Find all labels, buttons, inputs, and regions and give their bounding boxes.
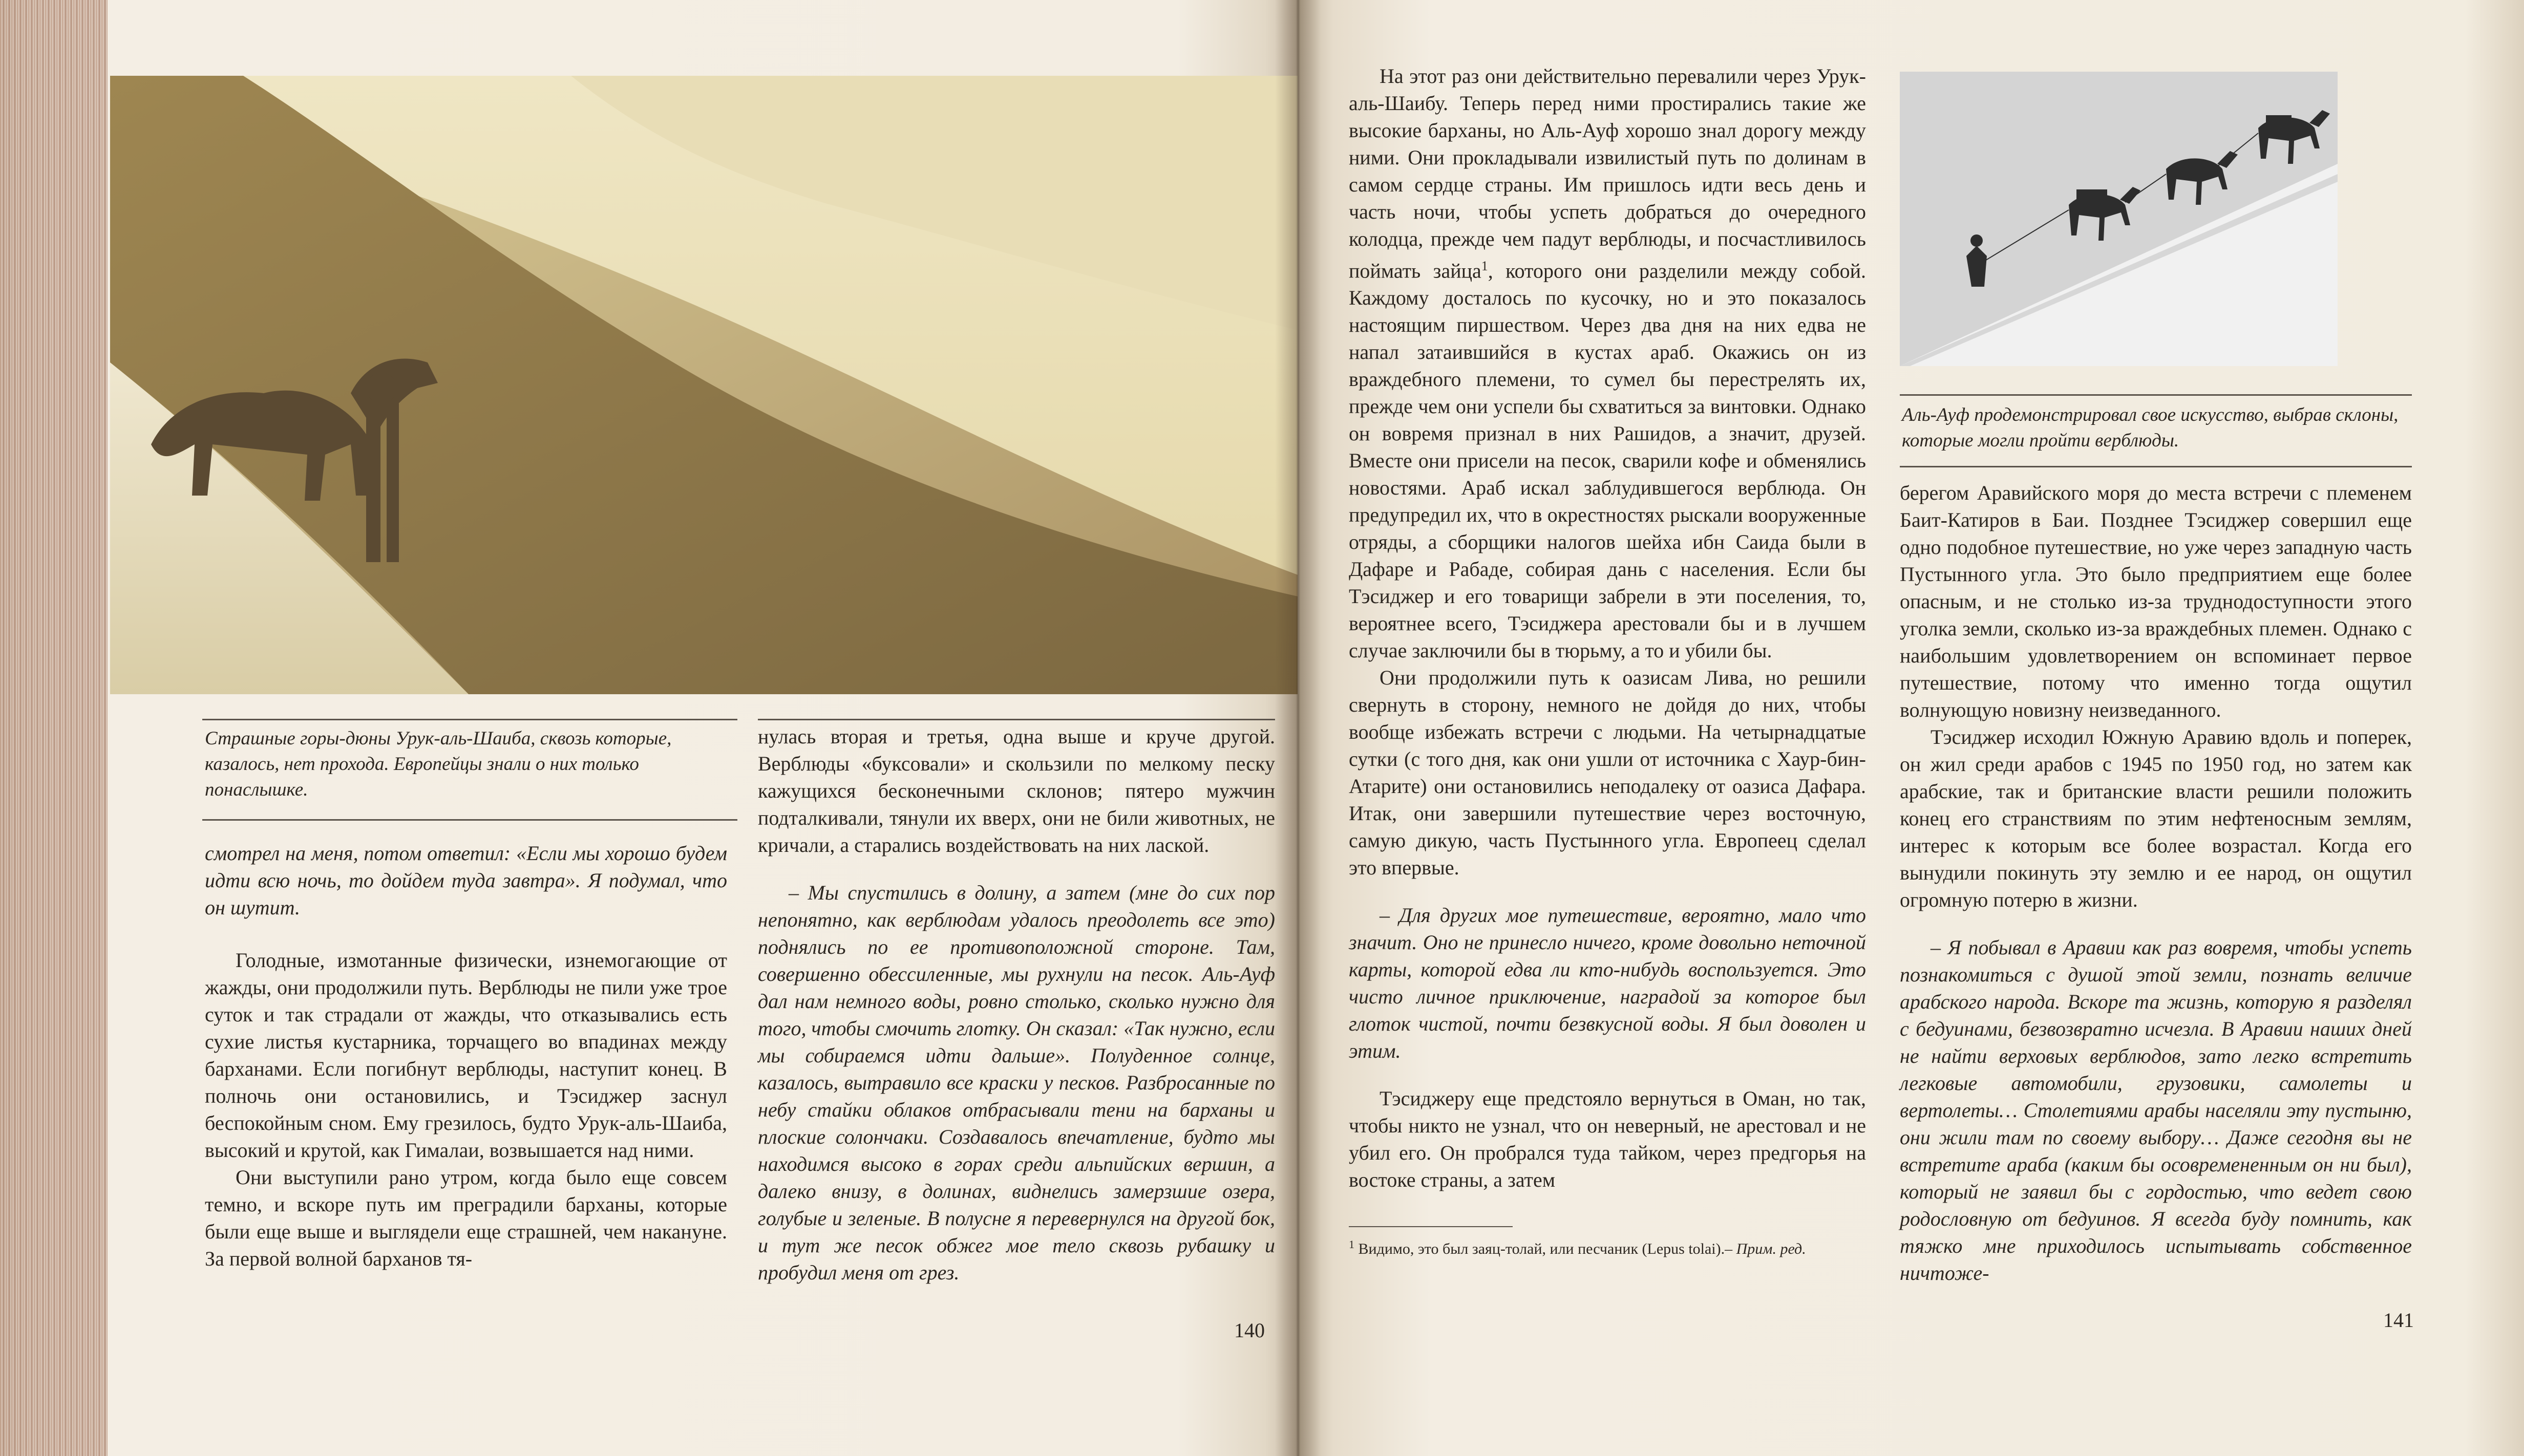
desert-dunes-camel-photo xyxy=(110,76,1298,694)
text-column-1 xyxy=(1349,62,1866,1193)
camel-caravan-photo-drawing xyxy=(1900,72,2338,366)
footnote-mark: 1 xyxy=(1481,259,1488,273)
paragraph: Они выступили рано утром, когда было еще совсем темно, и вскоре путь им преградили барханы, которые были еще выше и выглядели еще страшней, чем накануне. За первой волной барханов тя- xyxy=(205,1166,727,1270)
column-rule xyxy=(758,719,1275,720)
paragraph: берегом Аравийского моря до места встречи с племенем Баит-Катиров в Баи. Позднее Тэсиджер совершил еще одно подобное путешествие, но уже через западную часть Пустынного угла. Это было предприятием еще более опасным, и не столько из-за труднодоступности этого уголка земли, сколько из-за враждебных племен. Однако с наибольшим удовлетворением он вспоминает первое путешествие, потому что именно тогда ощутил волнующую новизну неизведанного. xyxy=(1900,481,2412,721)
page-edges xyxy=(0,0,108,1456)
paragraph: нулась вторая и третья, одна выше и круче другой. Верблюды «буксовали» и скользили по мелкому песку кажущихся бесконечными склонов; пятеро мужчин подталкивали, тянули их вверх, они не били животных, не кричали, а старались воздействовать на них лаской. xyxy=(758,725,1275,857)
caption-rule-bottom xyxy=(1900,466,2412,467)
paragraph: Тэсиджер исходил Южную Аравию вдоль и поперек, он жил среди арабов с 1945 по 1950 год, но затем как арабские, так и британские власти решили положить конец его странствиям по этим нефтеносным землям, интерес к которым все более возрастал. Когда его вынудили покинуть эту землю и ее народ, он ощутил огромную потерю в жизни. xyxy=(1900,725,2412,911)
paragraph-text: , которого они разделили между собой. Каждому досталось по кусочку, но и это показалось настоящим пиршеством. Через два дня на них едва не напал затаившийся в кустах араб. Окажись он из враждебного племени, то сумел бы перестрелять их, прежде чем они успели бы схватиться за винтовки. Однако он вовремя признал в них Рашидов, а значит, друзей. Вместе они присели на песок, сварили кофе и обменялись новостями. Араб искал заблудившегося верблюда. Он предупредил их, что в окрестностях рыскали вооруженные отряды, а сборщики налогов шейха ибн Саида были в Дафаре и Рабаде, собирая дань с населения. Если бы Тэсиджер и его товарищи забрели в эти поселения, то, вероятнее всего, Тэсиджера арестовали бы и в лучшем случае заключили бы в тюрьму, а то и убили бы. xyxy=(1349,259,1866,662)
paragraph: Они продолжили путь к оазисам Лива, но решили свернуть в сторону, немного не дойдя до них, чтобы вообще избежать встречи с людьми. На четырнадцатые сутки (с того дня, как они ушли от источника с Хаур-бин-Атарите) они остановились неподалеку от оазиса Дафара. Итак, они завершили путешествие через восточную, самую дикую, часть Пустынного угла. Европеец сделал это впервые. xyxy=(1349,666,1866,880)
footnote-text: Видимо, это был заяц-толай, или песчаник (Lepus tolai).– xyxy=(1358,1240,1733,1257)
right-page xyxy=(1298,0,2524,1456)
editor-note: Прим. ред. xyxy=(1736,1240,1806,1257)
paragraph: Тэсиджеру еще предстояло вернуться в Оман, но так, чтобы никто не узнал, что он неверный, не арестовал и не убил его. Он пробрался туда тайком, через предгорья на востоке страны, а затем xyxy=(1349,1087,1866,1192)
footnote-mark: 1 xyxy=(1349,1238,1354,1251)
caption-rule xyxy=(1900,394,2412,396)
paragraph: – Для других мое путешествие, вероятно, мало что значит. Оно не принесло ничего, кроме довольно неточной карты, которой едва ли кто-нибудь воспользуется. Это чисто личное приключение, наградой за которое был глоток чистой, почти безвкусной воды. Я был доволен и этим. xyxy=(1349,904,1866,1063)
text-column-1 xyxy=(205,840,727,1272)
paragraph: – Мы спустились в долину, а затем (мне до сих пор непонятно, как верблюдам удалось преодолеть все это) поднялись по ее противоположной стороне. Там, совершенно обессиленные, мы рухнули на песок. Аль-Ауф дал нам немного воды, ровно столько, сколько нужно для того, чтобы смочить глотку. Он сказал: «Так нужно, если мы собираемся идти дальше». Полуденное солнце, казалось, вытравило все краски у песков. Разбросанные по небу стайки облаков отбрасывали тени на барханы и плоские солончаки. Создавалось впечатление, будто мы находимся высоко в горах среди альпийских вершин, а далеко внизу, в долинах, виднелись замерзшие озера, голубые и зеленые. В полусне я перевернулся на другой бок, и тут же песок обжег мое тело сквозь рубашку и пробудил меня от грез. xyxy=(758,881,1275,1284)
photo-caption: Аль-Ауф продемонстрировал свое искусство, выбрав склоны, которые могли пройти верблюды. xyxy=(1902,404,2399,451)
footnote xyxy=(1349,1234,1866,1260)
paragraph-text: На этот раз они действительно перевалили через Урук-аль-Шаибу. Теперь перед ними простирались такие же высокие барханы, но Аль-Ауф хорошо знал дорогу между ними. Они прокладывали извилистый путь по долинам в самом сердце страны. Им пришлось идти весь день и часть ночи, чтобы успеть добраться до очередного колодца, прежде чем падут верблюды, и посчастливилось поймать зайца xyxy=(1349,65,1866,283)
book-gutter xyxy=(1275,0,1321,1456)
photo-caption: Страшные горы-дюны Урук-аль-Шаиба, сквозь которые, казалось, нет прохода. Европейцы знали о них только понаслышке. xyxy=(205,728,672,800)
text-column-2 xyxy=(1900,479,2412,1287)
page-number: 140 xyxy=(1234,1319,1265,1342)
paragraph: Голодные, измотанные физически, изнемогающие от жажды, они продолжили путь. Верблюды не пили уже трое суток и так страдали от жажды, что отказывались есть сухие листья кустарника, торчащего во впадинах между барханами. Если погибнут верблюды, наступит конец. В полночь они остановились, и Тэсиджер заснул беспокойным сном. Ему грезилось, будто Урук-аль-Шаиба, высокий и крутой, как Гималаи, возвышается над ними. xyxy=(205,949,727,1162)
footnote-rule xyxy=(1349,1226,1513,1227)
text-column-2 xyxy=(758,723,1275,1286)
paragraph: – Я побывал в Аравии как раз вовремя, чтобы успеть познакомиться с душой этой земли, познать величие арабского народа. Вскоре та жизнь, которую я разделял с бедуинами, безвозвратно исчезла. В Аравии наших дней не найти верховых верблюдов, зато легко встретить легковые автомобили, грузовики, самолеты и вертолеты… Столетиями арабы населяли эту пустыню, они жили там по своему выбору… Даже сегодня вы не встретите араба (каким бы осовремененным он ни был), который не заявил бы с гордостью, что ведет свою родословную от бедуинов. Я всегда буду помнить, как тяжко мне приходилось испытывать собственное ничтоже- xyxy=(1900,936,2412,1284)
paragraph: смотрел на меня, потом ответил: «Если мы хорошо будем идти всю ночь, то дойдем туда завтра». Я подумал, что он шутит. xyxy=(205,842,727,919)
paragraph xyxy=(1349,62,1866,664)
caption-rule-bottom xyxy=(202,819,737,821)
camel-caravan-photo xyxy=(1900,72,2338,366)
page-number: 141 xyxy=(2383,1309,2414,1332)
caption-rule xyxy=(202,719,737,720)
desert-dunes-photo-drawing xyxy=(110,76,1298,694)
